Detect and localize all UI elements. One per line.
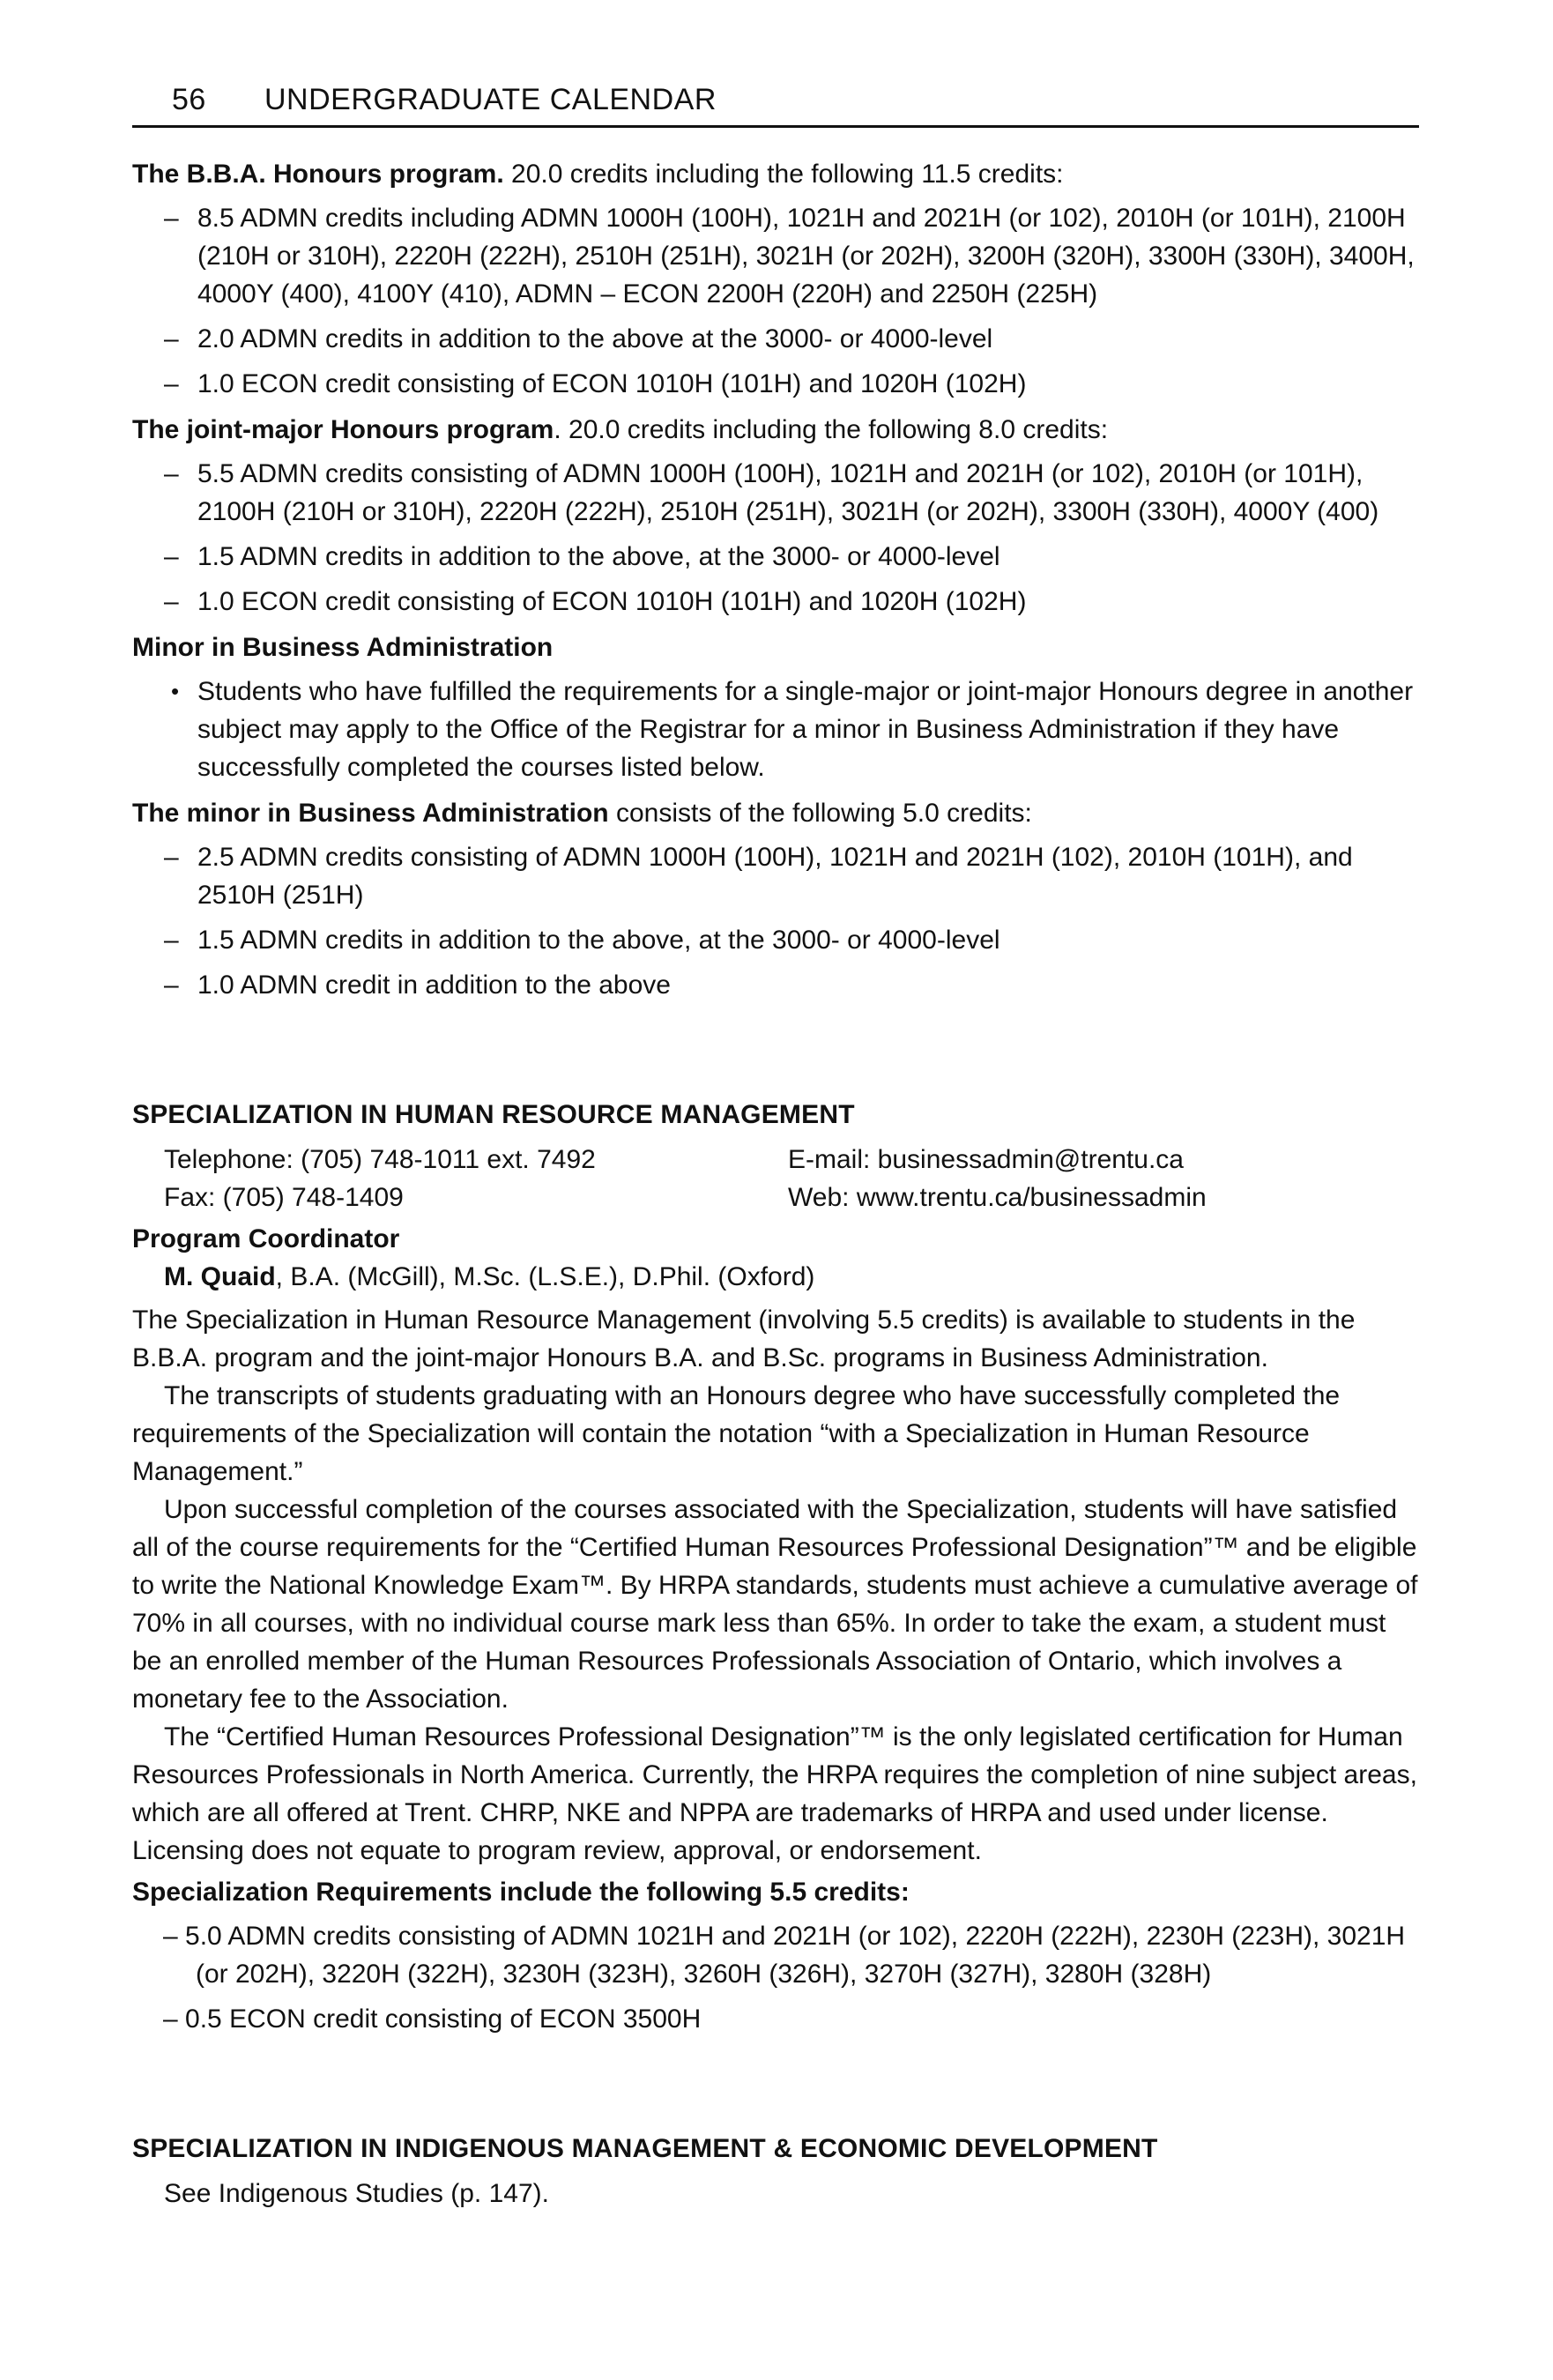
hrm-section-heading: SPECIALIZATION IN HUMAN RESOURCE MANAGEMENT bbox=[132, 1100, 855, 1129]
joint-program-title: The joint-major Honours program bbox=[132, 415, 554, 444]
list-item: – 2.5 ADMN credits consisting of ADMN 1000H (100H), 1021H and 2021H (102), 2010H (101H), and 2510H (251H) bbox=[132, 838, 1419, 914]
list-item: – 1.0 ECON credit consisting of ECON 1010H (101H) and 1020H (102H) bbox=[132, 365, 1419, 403]
joint-program-intro bbox=[132, 411, 1419, 449]
fax-text: Fax: (705) 748-1409 bbox=[164, 1183, 404, 1212]
list-item: – 5.5 ADMN credits consisting of ADMN 1000H (100H), 1021H and 2021H (or 102), 2010H (or 101H), 2100H (210H or 310H), 2220H (222H), 2510H (251H), 3021H (or 202H), 3300H (330H), 4000Y (400) bbox=[132, 455, 1419, 531]
list-item: – 8.5 ADMN credits including ADMN 1000H (100H), 1021H and 2021H (or 102), 2010H (or 101H), 2100H (210H or 310H), 2220H (222H), 2510H (251H), 3021H (or 202H), 3200H (320H), 3300H (330H), 3400H, 4000Y (400), 4100Y (410), ADMN – ECON 2200H (220H) and 2250H (225H) bbox=[132, 199, 1419, 313]
dash-marker: – bbox=[163, 1922, 178, 1951]
bullet-marker: • bbox=[171, 678, 180, 704]
coordinator-degrees: , B.A. (McGill), M.Sc. (L.S.E.), D.Phil. (Oxford) bbox=[275, 1262, 815, 1291]
minor-program-credits: consists of the following 5.0 credits: bbox=[608, 799, 1032, 828]
list-item: – 1.5 ADMN credits in addition to the above, at the 3000- or 4000-level bbox=[132, 921, 1419, 959]
telephone-text: Telephone: (705) 748-1011 ext. 7492 bbox=[164, 1145, 596, 1174]
joint-program-credits: . 20.0 credits including the following 8.0 credits: bbox=[554, 415, 1109, 444]
minor-program-title: The minor in Business Administration bbox=[132, 799, 609, 828]
hrm-paragraph: The transcripts of students graduating with an Honours degree who have successfully completed the requirements of the Specialization will contain the notation “with a Specialization in Human Resource Management.” bbox=[132, 1381, 1341, 1486]
list-item: – 2.0 ADMN credits in addition to the above at the 3000- or 4000-level bbox=[132, 320, 1419, 358]
dash-marker: – bbox=[164, 971, 179, 1000]
dash-marker: – bbox=[164, 324, 179, 353]
minor-program-intro bbox=[132, 794, 1419, 832]
list-item: – 5.0 ADMN credits consisting of ADMN 1021H and 2021H (or 102), 2220H (222H), 2230H (223H), 3021H (or 202H), 3220H (322H), 3230H (323H), 3260H (326H), 3270H (327H), 3280H (328H) bbox=[163, 1922, 1406, 1989]
list-item: – 1.0 ADMN credit in addition to the above bbox=[132, 966, 1419, 1004]
minor-note-list bbox=[132, 673, 1419, 786]
hrm-requirements-list bbox=[132, 1917, 1419, 2038]
list-item: • Students who have fulfilled the requirements for a single-major or joint-major Honours degree in another subject may apply to the Office of the Registrar for a minor in Business Administration if they have successfully completed the courses listed below. bbox=[132, 673, 1419, 786]
dash-marker: – bbox=[164, 369, 179, 398]
dash-marker: – bbox=[163, 2004, 178, 2034]
bba-program-intro bbox=[132, 155, 1419, 193]
page-content bbox=[132, 155, 1419, 2213]
joint-requirements-list bbox=[132, 455, 1419, 621]
email-text: E-mail: businessadmin@trentu.ca bbox=[788, 1145, 1184, 1174]
minor-heading: Minor in Business Administration bbox=[132, 633, 554, 662]
hrm-paragraph: The “Certified Human Resources Professional Designation”™ is the only legislated certification for Human Resources Professionals in North America. Currently, the HRPA requires the completion of nine subject areas, which are all offered at Trent. CHRP, NKE and NPPA are trademarks of HRPA and used under license. Licensing does not equate to program review, approval, or endorsement. bbox=[132, 1722, 1417, 1865]
dash-marker: – bbox=[164, 587, 179, 616]
bba-program-title: The B.B.A. Honours program. bbox=[132, 160, 504, 189]
bba-requirements-list bbox=[132, 199, 1419, 403]
coordinator-label: Program Coordinator bbox=[132, 1224, 400, 1253]
hrm-requirements-heading: Specialization Requirements include the following 5.5 credits: bbox=[132, 1878, 910, 1907]
indigenous-section-heading: SPECIALIZATION IN INDIGENOUS MANAGEMENT & ECONOMIC DEVELOPMENT bbox=[132, 2134, 1158, 2163]
dash-marker: – bbox=[164, 542, 179, 571]
list-item: – 1.0 ECON credit consisting of ECON 1010H (101H) and 1020H (102H) bbox=[132, 583, 1419, 621]
minor-requirements-list bbox=[132, 838, 1419, 1004]
coordinator-line bbox=[164, 1258, 1419, 1296]
hrm-paragraph: The Specialization in Human Resource Management (involving 5.5 credits) is available to students in the B.B.A. program and the joint-major Honours B.A. and B.Sc. programs in Business Administration. bbox=[132, 1305, 1356, 1372]
coordinator-name: M. Quaid bbox=[164, 1262, 276, 1291]
bba-program-credits: 20.0 credits including the following 11.5 credits: bbox=[503, 160, 1064, 189]
hrm-paragraph: Upon successful completion of the courses associated with the Specialization, students will have satisfied all of the course requirements for the “Certified Human Resources Professional Designation”™ and be eligible to write the National Knowledge Exam™. By HRPA standards, students must achieve a cumulative average of 70% in all courses, with no individual course mark less than 65%. In order to take the exam, a student must be an enrolled member of the Human Resources Professionals Association of Ontario, which involves a monetary fee to the Association. bbox=[132, 1495, 1418, 1714]
web-text: Web: www.trentu.ca/businessadmin bbox=[788, 1183, 1207, 1212]
dash-marker: – bbox=[164, 204, 179, 233]
page-header bbox=[132, 81, 1419, 128]
dash-marker: – bbox=[164, 459, 179, 488]
list-item: – 0.5 ECON credit consisting of ECON 3500H bbox=[163, 2004, 702, 2034]
dash-marker: – bbox=[164, 843, 179, 872]
indigenous-see-reference: See Indigenous Studies (p. 147). bbox=[164, 2179, 549, 2208]
page-number: 56 bbox=[172, 83, 206, 116]
running-title: UNDERGRADUATE CALENDAR bbox=[264, 83, 717, 116]
dash-marker: – bbox=[164, 926, 179, 955]
hrm-contact-block bbox=[164, 1141, 1419, 1216]
list-item: – 1.5 ADMN credits in addition to the above, at the 3000- or 4000-level bbox=[132, 538, 1419, 576]
